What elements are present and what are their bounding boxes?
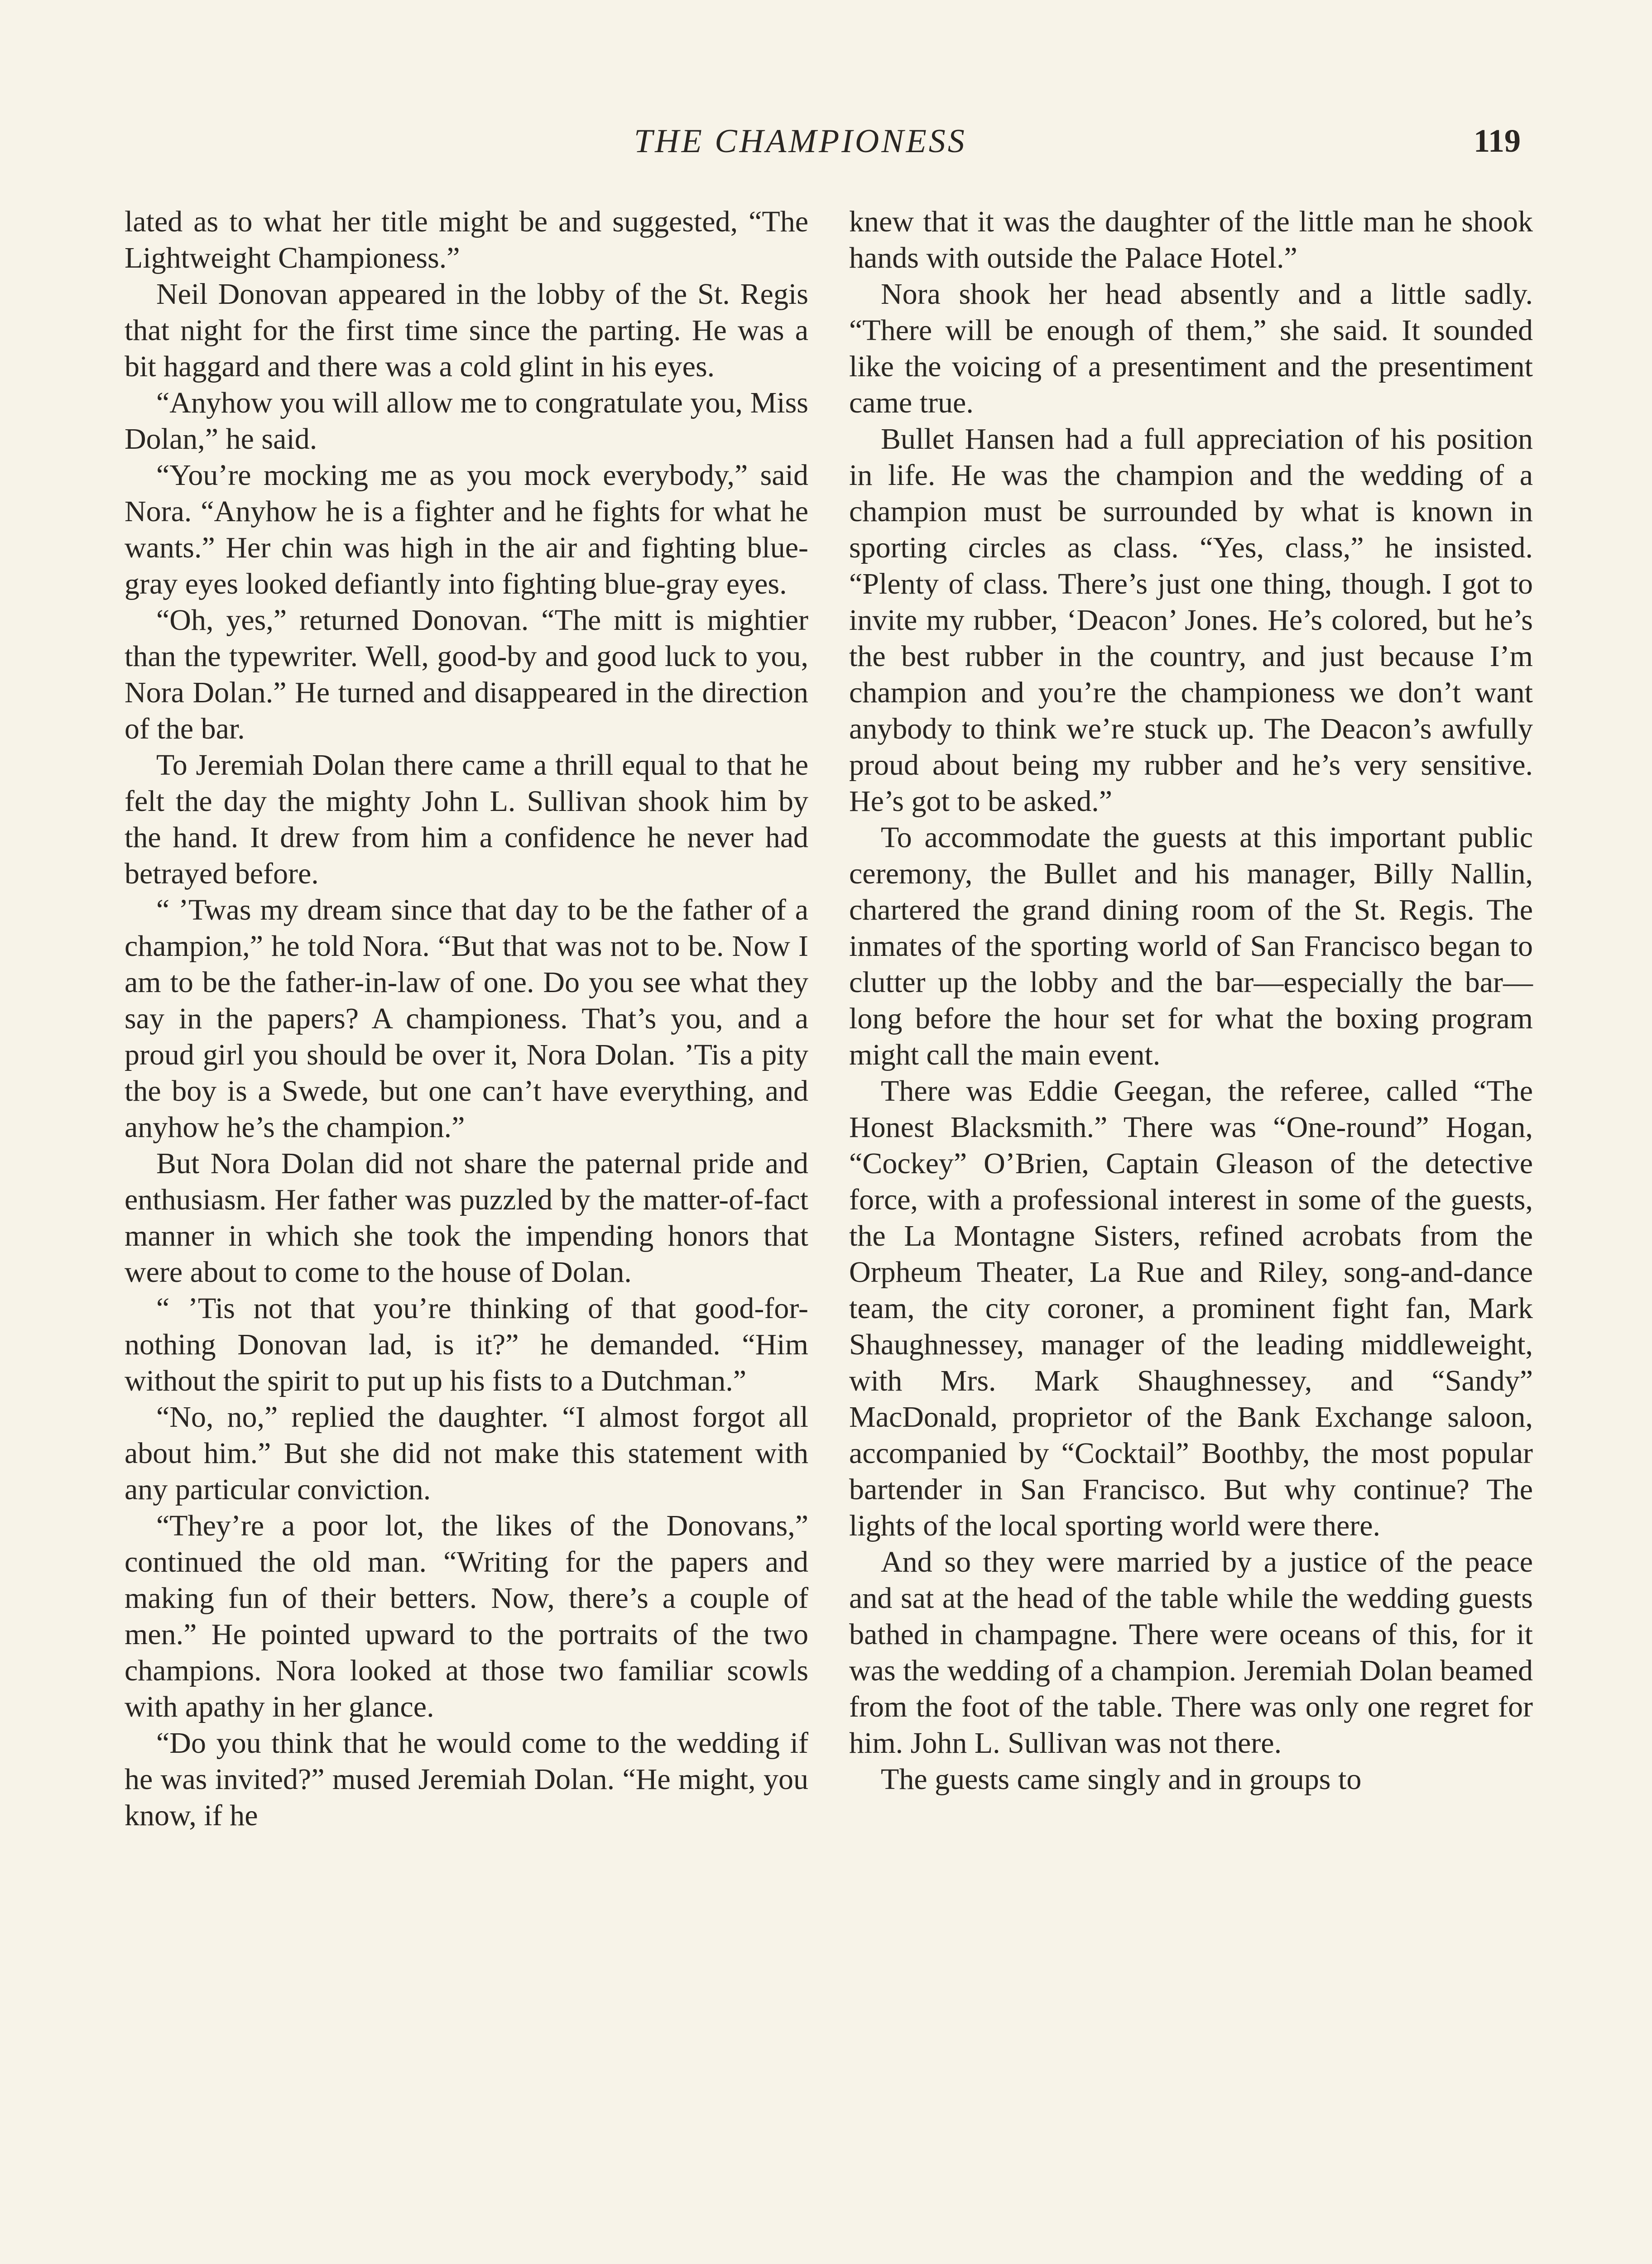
paragraph: Nora shook her head absently and a little sadly. “There will be enough of them,” she said. It sounded like the voicing of a presentiment and the presentiment came true.: [849, 278, 1533, 419]
running-head: [0, 122, 1652, 168]
paragraph: “No, no,” replied the daughter. “I almost forgot all about him.” But she did not make this statement with any particular conviction.: [125, 1401, 808, 1506]
paragraph: Neil Donovan appeared in the lobby of the St. Regis that night for the first time since the parting. He was a bit haggard and there was a cold glint in his eyes.: [125, 278, 808, 383]
left-column: [125, 204, 808, 1834]
paragraph: “You’re mocking me as you mock everybody,” said Nora. “Anyhow he is a fighter and he fights for what he wants.” Her chin was high in the air and fighting blue-gray eyes looked defiantly into fighting blue-gray eyes.: [125, 459, 808, 600]
paragraph: Bullet Hansen had a full appreciation of his position in life. He was the champion and the wedding of a champion must be surrounded by what is known in sporting circles as class. “Yes, class,” he insisted. “Plenty of class. There’s just one thing, though. I got to invite my rubber, ‘Deacon’ Jones. He’s colored, but he’s the best rubber in the country, and just because I’m champion and you’re the championess we don’t want anybody to think we’re stuck up. The Deacon’s awfully proud about being my rubber and he’s very sensitive. He’s got to be asked.”: [849, 422, 1533, 818]
page-number: 119: [1473, 123, 1521, 159]
right-column: [849, 204, 1533, 1798]
paragraph: “Oh, yes,” returned Donovan. “The mitt is mightier than the typewriter. Well, good-by and good luck to you, Nora Dolan.” He turned and disappeared in the direction of the bar.: [125, 604, 808, 745]
paragraph: And so they were married by a justice of the peace and sat at the head of the table while the wedding guests bathed in champagne. There were oceans of this, for it was the wedding of a champion. Jeremiah Dolan beamed from the foot of the table. There was only one regret for him. John L. Sullivan was not there.: [849, 1545, 1533, 1760]
paragraph: “ ’Twas my dream since that day to be the father of a champion,” he told Nora. “But that was not to be. Now I am to be the father-in-law of one. Do you see what they say in the papers? A championess. That’s you, and a proud girl you should be over it, Nora Dolan. ’Tis a pity the boy is a Swede, but one can’t have everything, and anyhow he’s the champion.”: [125, 893, 808, 1144]
paragraph: To Jeremiah Dolan there came a thrill equal to that he felt the day the mighty John L. Sullivan shook him by the hand. It drew from him a confidence he never had betrayed before.: [125, 748, 808, 890]
paragraph: “ ’Tis not that you’re thinking of that good-for-nothing Donovan lad, is it?” he demanded. “Him without the spirit to put up his fists to a Dutchman.”: [125, 1292, 808, 1397]
paragraph: knew that it was the daughter of the little man he shook hands with outside the Palace Hotel.”: [849, 205, 1533, 274]
running-title: THE CHAMPIONESS: [634, 123, 967, 160]
paragraph: “Do you think that he would come to the wedding if he was invited?” mused Jeremiah Dolan. “He might, you know, if he: [125, 1727, 808, 1832]
paragraph: lated as to what her title might be and suggested, “The Lightweight Championess.”: [125, 205, 808, 274]
paragraph: “They’re a poor lot, the likes of the Donovans,” continued the old man. “Writing for the papers and making fun of their betters. Now, there’s a couple of men.” He pointed upward to the portraits of the two champions. Nora looked at those two familiar scowls with apathy in her glance.: [125, 1509, 808, 1723]
paragraph: “Anyhow you will allow me to congratulate you, Miss Dolan,” he said.: [125, 386, 808, 456]
paragraph: The guests came singly and in groups to: [881, 1763, 1362, 1796]
paragraph: There was Eddie Geegan, the referee, called “The Honest Blacksmith.” There was “One-round” Hogan, “Cockey” O’Brien, Captain Gleason of the detective force, with a professional interest in some of the guests, the La Montagne Sisters, refined acrobats from the Orpheum Theater, La Rue and Riley, song-and-dance team, the city coroner, a prominent fight fan, Mark Shaughnessey, manager of the leading middleweight, with Mrs. Mark Shaughnessey, and “Sandy” MacDonald, proprietor of the Bank Exchange saloon, accompanied by “Cocktail” Boothby, the most popular bartender in San Francisco. But why continue? The lights of the local sporting world were there.: [849, 1074, 1533, 1542]
paragraph: To accommodate the guests at this important public ceremony, the Bullet and his manager, Billy Nallin, chartered the grand dining room of the St. Regis. The inmates of the sporting world of San Francisco began to clutter up the lobby and the bar—especially the bar—long before the hour set for what the boxing program might call the main event.: [849, 821, 1533, 1071]
paragraph: But Nora Dolan did not share the paternal pride and enthusiasm. Her father was puzzled by the matter-of-fact manner in which she took the impending honors that were about to come to the house of Dolan.: [125, 1147, 808, 1289]
